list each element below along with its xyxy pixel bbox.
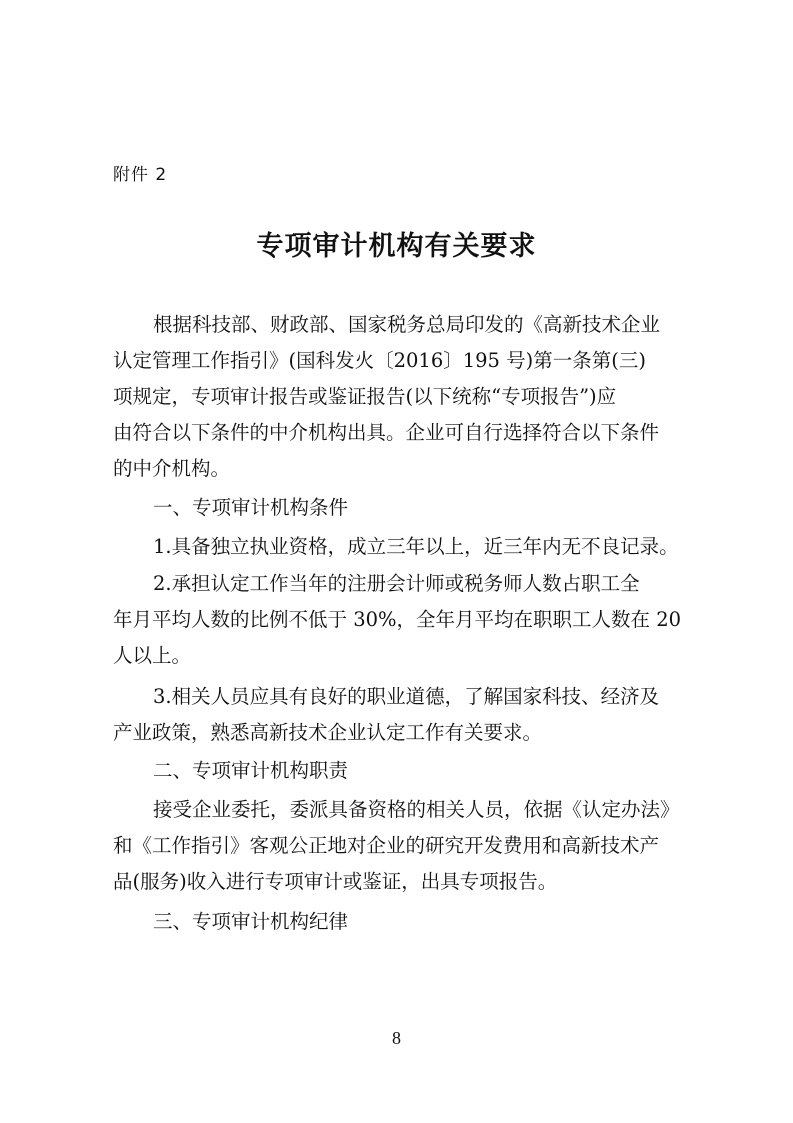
section-2-heading: 二、专项审计机构职责 xyxy=(153,759,349,782)
section-3-heading: 三、专项审计机构纪律 xyxy=(153,910,349,933)
section-1-item-3-line-2: 产业政策，熟悉高新技术企业认定工作有关要求。 xyxy=(113,721,543,744)
section-2-line-1: 接受企业委托，委派具备资格的相关人员，依据《认定办法》 xyxy=(153,798,680,821)
attachment-label: 附件 2 xyxy=(113,165,168,185)
intro-line-3: 项规定，专项审计报告或鉴证报告(以下统称“专项报告”)应 xyxy=(113,385,617,408)
section-1-item-2-line-3: 人以上。 xyxy=(113,644,192,667)
intro-line-1: 根据科技部、财政部、国家税务总局印发的《高新技术企业 xyxy=(153,313,661,336)
section-1-heading: 一、专项审计机构条件 xyxy=(153,496,349,519)
section-2-line-2: 和《工作指引》客观公正地对企业的研究开发费用和高新技术产 xyxy=(113,834,660,857)
section-2-line-3: 品(服务)收入进行专项审计或鉴证，出具专项报告。 xyxy=(113,870,558,893)
section-1-item-2-line-2: 年月平均人数的比例不低于 30%，全年月平均在职职工人数在 20 xyxy=(113,608,682,631)
document-title: 专项审计机构有关要求 xyxy=(256,231,537,262)
page-number: 8 xyxy=(392,1028,401,1048)
intro-line-4: 由符合以下条件的中介机构出具。企业可自行选择符合以下条件 xyxy=(113,421,660,444)
section-1-item-3-line-1: 3.相关人员应具有良好的职业道德，了解国家科技、经济及 xyxy=(153,685,660,708)
section-1-item-1: 1.具备独立执业资格，成立三年以上，近三年内无不良记录。 xyxy=(153,535,679,558)
intro-line-5: 的中介机构。 xyxy=(113,457,231,480)
intro-line-2: 认定管理工作指引》(国科发火〔2016〕195 号)第一条第(三) xyxy=(113,349,646,372)
section-1-item-2-line-1: 2.承担认定工作当年的注册会计师或税务师人数占职工全 xyxy=(153,572,640,595)
